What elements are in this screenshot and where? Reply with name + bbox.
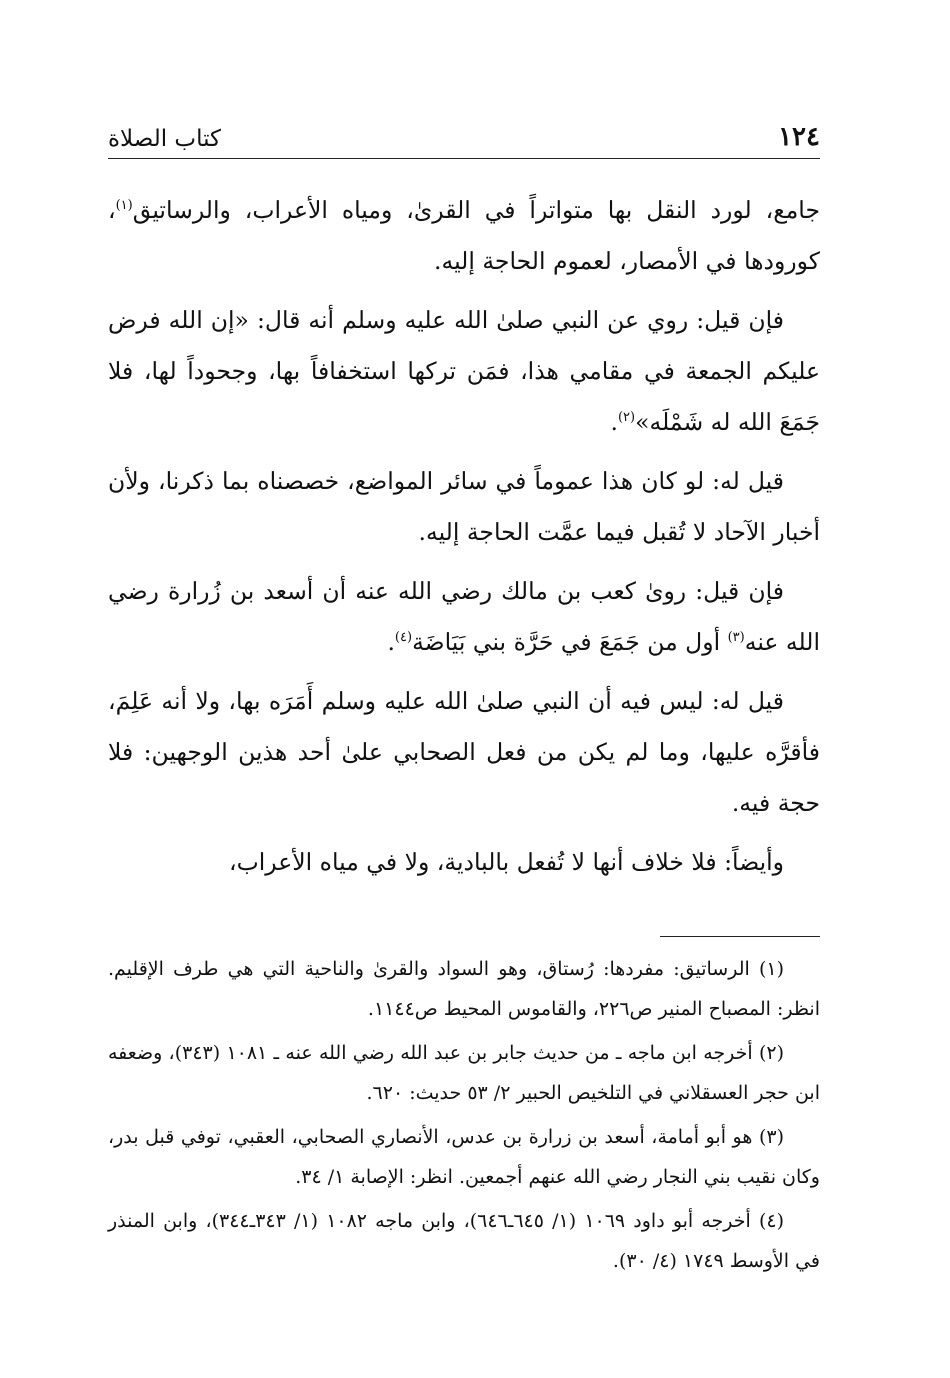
footnote-marker-2: (٢) [617, 410, 636, 426]
main-text [108, 185, 820, 888]
book-page [108, 112, 820, 1285]
paragraph-2: فإن قيل: روي عن النبي صلىٰ الله عليه وسلم أنه قال: «إن الله فرض عليكم الجمعة في مقامي هذا، فمَن تركها استخفافاً بها، وجحوداً لها، فلا جَمَعَ الله له شَمْلَه»$^{(٢)}$. [108, 306, 820, 436]
paragraph-1: جامع، لورد النقل بها متواتراً في القرىٰ، ومياه الأعراب، والرساتيق$^{(١)}$، كورودها في الأمصار، لعموم الحاجة إليه. [108, 196, 820, 275]
page-header [108, 112, 820, 152]
footnote-marker-1: (١) [115, 198, 133, 214]
footnote-4: (٤) أخرجه أبو داود ١٠٦٩ (١/ ٦٤٥ـ٦٤٦)، وابن ماجه ١٠٨٢ (١/ ٣٤٣ـ٣٤٤)، وابن المنذر في الأوسط ١٧٤٩ (٤/ ٣٠). [108, 1210, 820, 1272]
paragraph-4: فإن قيل: روىٰ كعب بن مالك رضي الله عنه أن أسعد بن زُرارة رضي الله عنه$^{(٣)}$ أول من جَمَعَ في حَرَّة بني بَيَاضَة$^{(٤)}$. [108, 577, 820, 656]
footnote-2: (٢) أخرجه ابن ماجه ـ من حديث جابر بن عبد الله رضي الله عنه ـ ١٠٨١ (٣٤٣)، وضعفه ابن حجر العسقلاني في التلخيص الحبير ٢/ ٥٣ حديث: ٦٢٠. [108, 1042, 820, 1104]
footnote-1: (١) الرساتيق: مفردها: رُستاق، وهو السواد والقرىٰ والناحية التي هي طرف الإقليم. انظر: المصباح المنير ص٢٢٦، والقاموس المحيط ص١١٤٤. [108, 958, 820, 1020]
footnotes [108, 949, 820, 1281]
footnote-marker-4: (٤) [394, 630, 413, 646]
footnote-rule [660, 936, 820, 937]
page-number: ١٢٤ [778, 122, 820, 152]
paragraph-6: وأيضاً: فلا خلاف أنها لا تُفعل بالبادية، ولا في مياه الأعراب، [229, 848, 784, 876]
footnote-3: (٣) هو أبو أمامة، أسعد بن زرارة بن عدس، الأنصاري الصحابي، العقبي، توفي قبل بدر، وكان نقيب بني النجار رضي الله عنهم أجمعين. انظر: الإصابة ١/ ٣٤. [108, 1126, 820, 1188]
paragraph-3: قيل له: لو كان هذا عموماً في سائر المواضع، خصصناه بما ذكرنا، ولأن أخبار الآحاد لا تُقبل فيما عمَّت الحاجة إليه. [108, 467, 820, 546]
paragraph-5: قيل له: ليس فيه أن النبي صلىٰ الله عليه وسلم أَمَرَه بها، ولا أنه عَلِمَ، فأقرَّه عليها، وما لم يكن من فعل الصحابي علىٰ أحد هذين الوجهين: فلا حجة فيه. [108, 687, 820, 817]
header-rule [108, 158, 820, 159]
running-title: كتاب الصلاة [108, 126, 221, 152]
footnote-marker-3: (٣) [727, 630, 745, 646]
